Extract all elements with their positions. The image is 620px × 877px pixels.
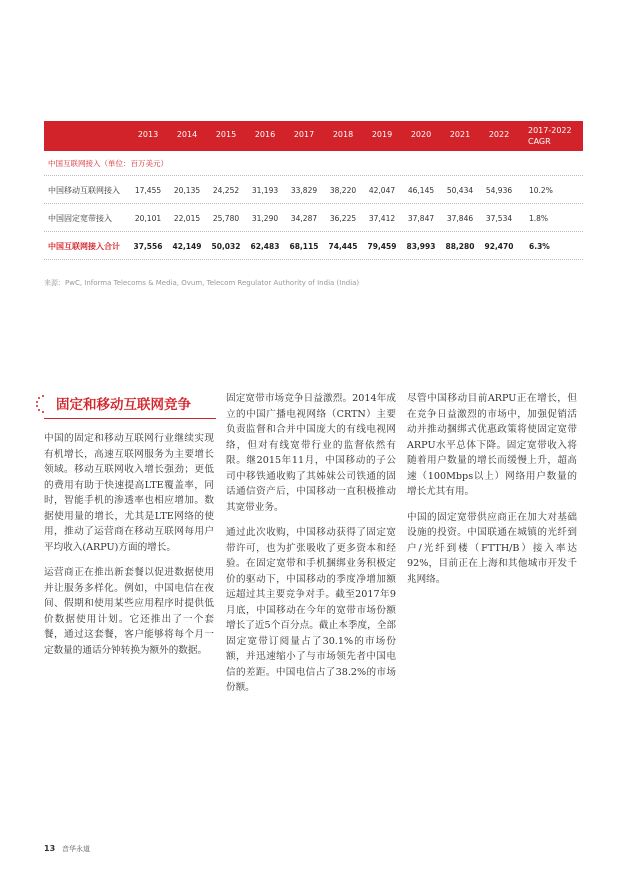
section-heading: 固定和移动互联网竞争	[56, 397, 191, 413]
heading-divider	[44, 418, 216, 419]
year-header: 2015	[215, 130, 237, 139]
table-cell: 38,220	[329, 186, 357, 195]
row-label: 中国互联网接入合计	[48, 242, 120, 251]
table-cell: 37,846	[446, 214, 474, 223]
year-header: 2014	[176, 130, 198, 139]
year-header: 2017	[293, 130, 315, 139]
table-cell: 17,455	[134, 186, 162, 195]
decorative-dots-icon	[34, 394, 50, 414]
table-cell: 83,993	[406, 242, 436, 251]
table-cell: 31,290	[251, 214, 279, 223]
table-source: 来源：PwC, Informa Telecoms & Media, Ovum, Telecom Regulator Authority of India (India)	[44, 279, 360, 287]
cagr-cell: 6.3%	[529, 242, 550, 251]
table-cell: 46,145	[407, 186, 435, 195]
table-cell: 31,193	[251, 186, 279, 195]
text-column-2	[226, 391, 396, 706]
table-cell: 79,459	[367, 242, 397, 251]
col1-paragraph-1: 中国的固定和移动互联网行业继续实现有机增长，高速互联网服务为主要增长领域。移动互联网收入增长强劲；更低的费用有助于快速提高LTE覆盖率，同时，智能手机的渗透率也相应增加。数据使用量的增长，尤其是LTE网络的使用，推动了运营商在移动互联网每用户平均收入(ARPU)方面的增长。	[44, 433, 214, 553]
text-column-1	[44, 431, 214, 668]
table-cell: 20,135	[173, 186, 201, 195]
col3-paragraph-2: 中国的固定宽带供应商正在加大对基础设施的投资。中国联通在城镇的光纤到户/光纤到楼（FTTH/B）接入率达92%，目前正在上海和其他城市开发千兆网络。	[407, 511, 577, 585]
table-cell: 62,483	[250, 242, 280, 251]
table-cell: 42,047	[368, 186, 396, 195]
page-number: 13	[44, 844, 56, 853]
row-divider	[44, 175, 583, 176]
table-cell: 88,280	[445, 242, 475, 251]
col2-paragraph-2: 通过此次收购，中国移动获得了固定宽带许可，也为扩张吸收了更多资本和经验。在固定宽带和手机捆绑业务积极定价的驱动下，中国移动的季度净增加额远超过其主要竞争对手。截至2017年9月底，中国移动在今年的宽带市场份额增长了近5个百分点。截止本季度，全部固定宽带订阅量占了30.1%的市场份额，并迅速缩小了与市场领先者中国电信的差距。中国电信占了38.2%的市场份额。	[226, 527, 396, 693]
cagr-header	[528, 125, 588, 147]
table-cell: 50,434	[446, 186, 474, 195]
year-header: 2013	[137, 130, 159, 139]
table-cell: 42,149	[172, 242, 202, 251]
year-header: 2021	[449, 130, 471, 139]
table-cell: 74,445	[328, 242, 358, 251]
table-cell: 37,534	[485, 214, 513, 223]
cagr-cell: 10.2%	[529, 186, 553, 195]
table-cell: 54,936	[485, 186, 513, 195]
row-label: 中国固定宽带接入	[48, 214, 112, 223]
cagr-header-line1: 2017-2022	[528, 126, 572, 135]
table-cell: 50,032	[211, 242, 241, 251]
year-header: 2018	[332, 130, 354, 139]
year-header: 2022	[488, 130, 510, 139]
year-header: 2016	[254, 130, 276, 139]
table-section-title: 中国互联网接入（单位：百万美元）	[48, 159, 168, 168]
text-column-3	[407, 391, 577, 597]
row-divider	[44, 259, 583, 260]
table-cell: 37,847	[407, 214, 435, 223]
year-header: 2019	[371, 130, 393, 139]
cagr-header-line2: CAGR	[528, 137, 551, 146]
table-cell: 68,115	[289, 242, 319, 251]
table-cell: 24,252	[212, 186, 240, 195]
footer-brand: 音华永道	[62, 845, 90, 853]
table-cell: 33,829	[290, 186, 318, 195]
col1-paragraph-2: 运营商正在推出新套餐以促进数据使用并让服务多样化。例如，中国电信在夜间、假期和使用某些应用程序时提供低价数据使用计划。它还推出了一个套餐，通过这套餐，客户能够将每个月一定数量的通话分钟转换为额外的数据。	[44, 567, 214, 656]
row-divider	[44, 231, 583, 232]
row-divider	[44, 203, 583, 204]
table-cell: 37,556	[133, 242, 163, 251]
table-cell: 37,412	[368, 214, 396, 223]
table-cell: 36,225	[329, 214, 357, 223]
table-cell: 25,780	[212, 214, 240, 223]
year-header: 2020	[410, 130, 432, 139]
col2-paragraph-1: 固定宽带市场竞争日益激烈。2014年成立的中国广播电视网络（CRTN）主要负责监督和合并中国庞大的有线电视网络，但对有线宽带行业的监督依然有限。继2015年11月，中国移动的子公司中移铁通收购了其姊妹公司铁通的固话通信资产后，中国移动一直积极推动其宽带业务。	[226, 393, 396, 513]
cagr-cell: 1.8%	[529, 214, 549, 223]
table-cell: 22,015	[173, 214, 201, 223]
col3-paragraph-1: 尽管中国移动目前ARPU正在增长，但在竞争日益激烈的市场中，加强促销活动并推动捆绑式优惠政策将使固定宽带ARPU水平总体下降。固定宽带收入将随着用户数量的增长而缓慢上升，超高速（100Mbps以上）网络用户数量的增长尤其有用。	[407, 393, 577, 497]
table-cell: 92,470	[484, 242, 514, 251]
table-cell: 34,287	[290, 214, 318, 223]
table-cell: 20,101	[134, 214, 162, 223]
row-label: 中国移动互联网接入	[48, 186, 120, 195]
